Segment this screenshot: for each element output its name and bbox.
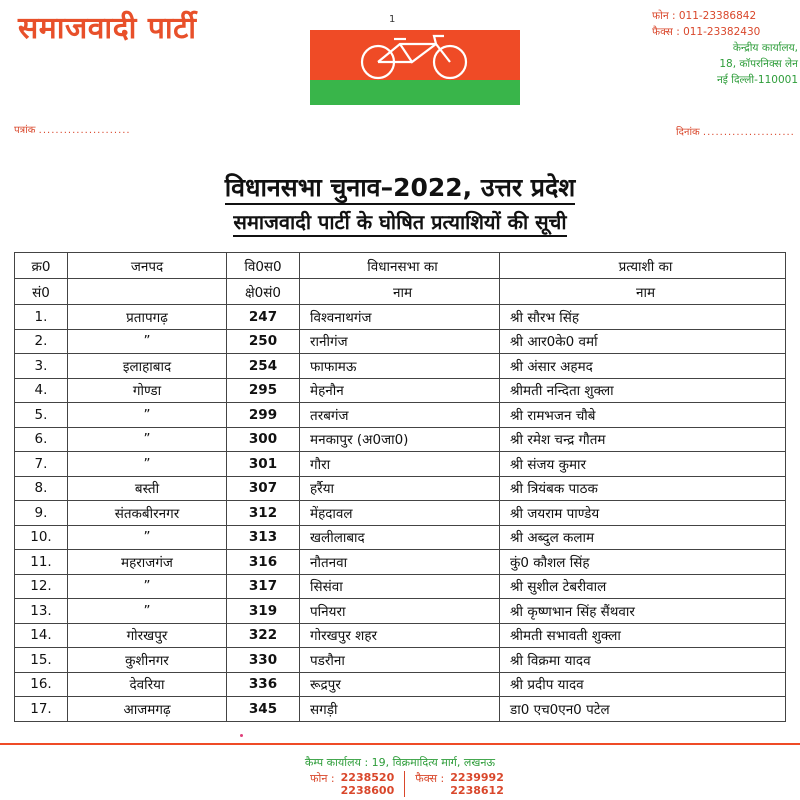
header-sn-line2: सं0 [15,279,68,305]
table-header-row-2 [15,279,786,305]
party-flag [310,30,520,105]
cell-district: ” [68,452,227,477]
header-constituency-no-line2: क्षे0सं0 [227,279,300,305]
cell-constituency-name: रूद्रपुर [300,672,500,697]
footer-contacts [310,771,504,797]
cell-serial: 16. [15,672,68,697]
stray-mark [240,734,243,737]
cell-constituency-no: 319 [227,599,300,624]
dinank-dots: ...................... [702,127,795,138]
cell-constituency-no: 307 [227,476,300,501]
cell-constituency-name: खलीलाबाद [300,525,500,550]
cell-constituency-no: 313 [227,525,300,550]
cell-district: ” [68,574,227,599]
cell-constituency-no: 312 [227,501,300,526]
cell-serial: 9. [15,501,68,526]
cell-district: गोण्डा [68,378,227,403]
cell-constituency-no: 250 [227,329,300,354]
cell-candidate: श्री रामभजन चौबे [500,403,786,428]
cell-candidate: श्री विक्रमा यादव [500,648,786,673]
cell-serial: 4. [15,378,68,403]
table-row [15,305,786,330]
header-constituency-name: विधानसभा का [300,253,500,279]
table-row [15,354,786,379]
cell-constituency-no: 322 [227,623,300,648]
office-line-3: नई दिल्ली-110001 [716,74,798,86]
cell-candidate: डा0 एच0एन0 पटेल [500,697,786,722]
cell-candidate: श्री आर0के0 वर्मा [500,329,786,354]
cell-district: ” [68,329,227,354]
cell-candidate: श्री कृष्णभान सिंह सैंथवार [500,599,786,624]
cell-serial: 17. [15,697,68,722]
cell-constituency-name: मेंहदावल [300,501,500,526]
cell-district: ” [68,599,227,624]
cell-district: ” [68,403,227,428]
cell-constituency-name: फाफामऊ [300,354,500,379]
table-row [15,599,786,624]
footer-separator [404,771,405,797]
cell-serial: 7. [15,452,68,477]
patrank-field [14,122,131,136]
party-name: समाजवादी पार्टी [18,11,197,46]
table-row [15,550,786,575]
cell-candidate: श्री त्रियंबक पाठक [500,476,786,501]
sub-title [0,208,800,235]
cell-district: बस्ती [68,476,227,501]
patrank-dots: ...................... [38,125,131,136]
table-row [15,697,786,722]
header-constituency-name-line2: नाम [300,279,500,305]
cell-constituency-no: 316 [227,550,300,575]
cell-serial: 1. [15,305,68,330]
office-line-2: 18, कॉपरनिक्स लेन [719,58,798,70]
cell-district: आजमगढ़ [68,697,227,722]
cell-constituency-no: 317 [227,574,300,599]
table-header-row [15,253,786,279]
cell-constituency-name: सगड़ी [300,697,500,722]
flag-saffron-band [310,30,520,80]
table-row [15,403,786,428]
candidate-table [14,252,786,722]
cell-district: संतकबीरनगर [68,501,227,526]
office-line-1: केन्द्रीय कार्यालय, [732,42,798,54]
cell-constituency-no: 336 [227,672,300,697]
cell-serial: 12. [15,574,68,599]
cell-candidate: श्री प्रदीप यादव [500,672,786,697]
table-row [15,427,786,452]
cell-constituency-name: नौतनवा [300,550,500,575]
header-candidate-name-line2: नाम [500,279,786,305]
table-row [15,525,786,550]
table-row [15,501,786,526]
cell-district: देवरिया [68,672,227,697]
cell-constituency-no: 295 [227,378,300,403]
sub-title-text: समाजवादी पार्टी के घोषित प्रत्याशियों की सूची [233,210,566,237]
cell-constituency-name: रानीगंज [300,329,500,354]
contact-block [652,8,800,88]
footer-fax-1: 2239992 [450,771,504,784]
cell-constituency-no: 299 [227,403,300,428]
cell-constituency-no: 247 [227,305,300,330]
cell-constituency-name: तरबगंज [300,403,500,428]
cell-candidate: श्री अब्दुल कलाम [500,525,786,550]
header-candidate-name: प्रत्याशी का [500,253,786,279]
footer-fax-label: फैक्स : [415,772,445,785]
cell-district: कुशीनगर [68,648,227,673]
cell-constituency-no: 301 [227,452,300,477]
header-constituency-no: वि0स0 [227,253,300,279]
cell-constituency-name: मेहनौन [300,378,500,403]
dinank-label: दिनांक [676,127,700,138]
cell-serial: 15. [15,648,68,673]
table-row [15,452,786,477]
cell-district: इलाहाबाद [68,354,227,379]
page-number: 1 [389,14,396,25]
cell-serial: 6. [15,427,68,452]
header-sn: क्र0 [15,253,68,279]
table-row [15,329,786,354]
cell-candidate: श्री सुशील टेबरीवाल [500,574,786,599]
cell-district: गोरखपुर [68,623,227,648]
cell-serial: 13. [15,599,68,624]
bicycle-icon [350,34,480,80]
cell-serial: 3. [15,354,68,379]
cell-constituency-name: मनकापुर (अ0जा0) [300,427,500,452]
cell-district: प्रतापगढ़ [68,305,227,330]
table-row [15,648,786,673]
cell-serial: 5. [15,403,68,428]
cell-constituency-name: गौरा [300,452,500,477]
footer-phone-2: 2238600 [340,784,395,797]
cell-candidate: श्री अंसार अहमद [500,354,786,379]
cell-candidate: कुं0 कौशल सिंह [500,550,786,575]
dinank-field [676,124,795,138]
cell-constituency-no: 330 [227,648,300,673]
cell-district: ” [68,525,227,550]
cell-district: ” [68,427,227,452]
table-row [15,672,786,697]
fax-text: फैक्स : 011-23382430 [652,26,761,38]
cell-district: महराजगंज [68,550,227,575]
cell-serial: 11. [15,550,68,575]
cell-constituency-name: हर्रैया [300,476,500,501]
cell-constituency-name: पनियरा [300,599,500,624]
cell-serial: 2. [15,329,68,354]
table-row [15,623,786,648]
patrank-label: पत्रांक [14,125,36,136]
footer-fax-numbers [450,771,504,797]
footer-phone-numbers [341,771,395,797]
table-row [15,476,786,501]
footer-address: कैम्प कार्यालय : 19, विक्रमादित्य मार्ग, लखनऊ [304,756,496,769]
cell-serial: 8. [15,476,68,501]
header-district: जनपद [68,253,227,279]
cell-candidate: श्रीमती सभावती शुक्ला [500,623,786,648]
cell-candidate: श्री जयराम पाण्डेय [500,501,786,526]
footer-phone-1: 2238520 [340,771,395,784]
header-district-line2 [68,279,227,305]
footer-phone-label: फोन : [310,772,335,785]
cell-constituency-no: 254 [227,354,300,379]
cell-serial: 10. [15,525,68,550]
table-body [15,305,786,722]
table-row [15,574,786,599]
cell-constituency-name: सिसंवा [300,574,500,599]
phone-text: फोन : 011-23386842 [652,10,757,22]
main-title [0,170,800,204]
footer-divider [0,743,800,745]
cell-constituency-no: 300 [227,427,300,452]
cell-candidate: श्री रमेश चन्द्र गौतम [500,427,786,452]
flag-green-band [310,80,520,105]
cell-candidate: श्रीमती नन्दिता शुक्ला [500,378,786,403]
cell-constituency-name: पडरौना [300,648,500,673]
cell-constituency-name: विश्वनाथगंज [300,305,500,330]
footer-fax-2: 2238612 [450,784,504,797]
cell-constituency-name: गोरखपुर शहर [300,623,500,648]
cell-constituency-no: 345 [227,697,300,722]
cell-candidate: श्री संजय कुमार [500,452,786,477]
table-row [15,378,786,403]
main-title-text: विधानसभा चुनाव–2022, उत्तर प्रदेश [225,173,576,205]
cell-serial: 14. [15,623,68,648]
cell-candidate: श्री सौरभ सिंह [500,305,786,330]
